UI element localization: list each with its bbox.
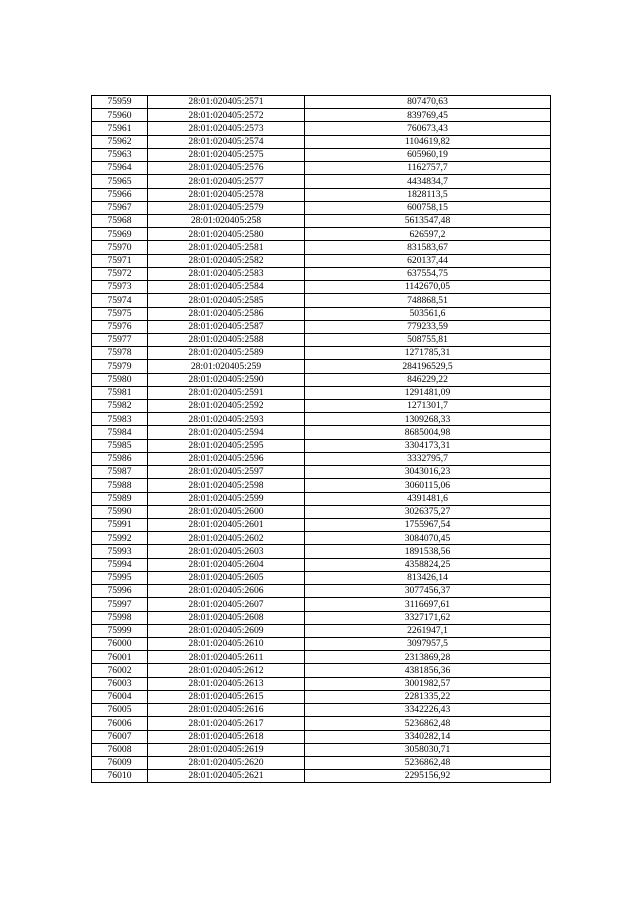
value-cell: 284196529,5 xyxy=(305,360,551,373)
value-cell: 3077456,37 xyxy=(305,585,551,598)
row-number-cell: 76000 xyxy=(92,637,148,650)
row-number-cell: 76007 xyxy=(92,730,148,743)
row-number-cell: 76006 xyxy=(92,717,148,730)
table-row xyxy=(92,558,551,571)
cadastral-number-cell: 28:01:020405:259 xyxy=(148,360,305,373)
value-cell: 626597,2 xyxy=(305,228,551,241)
row-number-cell: 76001 xyxy=(92,651,148,664)
cadastral-number-cell: 28:01:020405:2605 xyxy=(148,571,305,584)
row-number-cell: 75963 xyxy=(92,148,148,161)
cadastral-number-cell: 28:01:020405:2610 xyxy=(148,637,305,650)
table-row xyxy=(92,479,551,492)
row-number-cell: 75972 xyxy=(92,267,148,280)
value-cell: 807470,63 xyxy=(305,96,551,109)
row-number-cell: 75973 xyxy=(92,281,148,294)
table-row xyxy=(92,281,551,294)
cadastral-number-cell: 28:01:020405:2603 xyxy=(148,545,305,558)
value-cell: 760673,43 xyxy=(305,122,551,135)
row-number-cell: 75988 xyxy=(92,479,148,492)
cadastral-number-cell: 28:01:020405:2584 xyxy=(148,281,305,294)
table-row xyxy=(92,743,551,756)
row-number-cell: 75981 xyxy=(92,386,148,399)
row-number-cell: 75990 xyxy=(92,505,148,518)
value-cell: 3026375,27 xyxy=(305,505,551,518)
cadastral-number-cell: 28:01:020405:2573 xyxy=(148,122,305,135)
row-number-cell: 75969 xyxy=(92,228,148,241)
table-row xyxy=(92,770,551,783)
table-row xyxy=(92,228,551,241)
table-row xyxy=(92,532,551,545)
value-cell: 508755,81 xyxy=(305,333,551,346)
cadastral-number-cell: 28:01:020405:2594 xyxy=(148,426,305,439)
table-row xyxy=(92,135,551,148)
cadastral-number-cell: 28:01:020405:2574 xyxy=(148,135,305,148)
cadastral-number-cell: 28:01:020405:2586 xyxy=(148,307,305,320)
table-row xyxy=(92,677,551,690)
table-row xyxy=(92,241,551,254)
cadastral-number-cell: 28:01:020405:2615 xyxy=(148,690,305,703)
value-cell: 5236862,48 xyxy=(305,756,551,769)
table-row xyxy=(92,571,551,584)
row-number-cell: 75979 xyxy=(92,360,148,373)
row-number-cell: 75995 xyxy=(92,571,148,584)
row-number-cell: 75985 xyxy=(92,439,148,452)
cadastral-number-cell: 28:01:020405:2590 xyxy=(148,373,305,386)
value-cell: 1271301,7 xyxy=(305,400,551,413)
table-row xyxy=(92,267,551,280)
row-number-cell: 75965 xyxy=(92,175,148,188)
row-number-cell: 75987 xyxy=(92,466,148,479)
row-number-cell: 76005 xyxy=(92,704,148,717)
row-number-cell: 76009 xyxy=(92,756,148,769)
row-number-cell: 75971 xyxy=(92,254,148,267)
table-row xyxy=(92,254,551,267)
value-cell: 2261947,1 xyxy=(305,624,551,637)
cadastral-number-cell: 28:01:020405:2581 xyxy=(148,241,305,254)
cadastral-number-cell: 28:01:020405:2611 xyxy=(148,651,305,664)
table-row xyxy=(92,307,551,320)
value-cell: 2281335,22 xyxy=(305,690,551,703)
cadastral-number-cell: 28:01:020405:2606 xyxy=(148,585,305,598)
row-number-cell: 75964 xyxy=(92,162,148,175)
row-number-cell: 75984 xyxy=(92,426,148,439)
cadastral-value-table xyxy=(91,95,551,783)
table-row xyxy=(92,333,551,346)
cadastral-number-cell: 28:01:020405:2580 xyxy=(148,228,305,241)
cadastral-number-cell: 28:01:020405:2589 xyxy=(148,347,305,360)
table-row xyxy=(92,585,551,598)
cadastral-number-cell: 28:01:020405:2571 xyxy=(148,96,305,109)
row-number-cell: 75978 xyxy=(92,347,148,360)
table-body xyxy=(92,96,551,783)
value-cell: 4381856,36 xyxy=(305,664,551,677)
table-row xyxy=(92,637,551,650)
cadastral-number-cell: 28:01:020405:2595 xyxy=(148,439,305,452)
value-cell: 831583,67 xyxy=(305,241,551,254)
row-number-cell: 75960 xyxy=(92,109,148,122)
value-cell: 620137,44 xyxy=(305,254,551,267)
value-cell: 3304173,31 xyxy=(305,439,551,452)
cadastral-number-cell: 28:01:020405:2597 xyxy=(148,466,305,479)
row-number-cell: 75983 xyxy=(92,413,148,426)
row-number-cell: 75970 xyxy=(92,241,148,254)
row-number-cell: 75986 xyxy=(92,452,148,465)
value-cell: 1271785,31 xyxy=(305,347,551,360)
cadastral-number-cell: 28:01:020405:2596 xyxy=(148,452,305,465)
cadastral-number-cell: 28:01:020405:2617 xyxy=(148,717,305,730)
table-row xyxy=(92,109,551,122)
value-cell: 5613547,48 xyxy=(305,214,551,227)
value-cell: 1104619,82 xyxy=(305,135,551,148)
cadastral-number-cell: 28:01:020405:2572 xyxy=(148,109,305,122)
row-number-cell: 75991 xyxy=(92,519,148,532)
value-cell: 3340282,14 xyxy=(305,730,551,743)
row-number-cell: 75997 xyxy=(92,598,148,611)
value-cell: 2295156,92 xyxy=(305,770,551,783)
row-number-cell: 75993 xyxy=(92,545,148,558)
table-row xyxy=(92,175,551,188)
table-row xyxy=(92,400,551,413)
table-row xyxy=(92,756,551,769)
table-row xyxy=(92,122,551,135)
row-number-cell: 76003 xyxy=(92,677,148,690)
table-row xyxy=(92,294,551,307)
row-number-cell: 75959 xyxy=(92,96,148,109)
value-cell: 605960,19 xyxy=(305,148,551,161)
row-number-cell: 75968 xyxy=(92,214,148,227)
value-cell: 3116697,61 xyxy=(305,598,551,611)
cadastral-number-cell: 28:01:020405:2582 xyxy=(148,254,305,267)
value-cell: 600758,15 xyxy=(305,201,551,214)
row-number-cell: 75982 xyxy=(92,400,148,413)
table-row xyxy=(92,320,551,333)
value-cell: 1291481,09 xyxy=(305,386,551,399)
cadastral-number-cell: 28:01:020405:2618 xyxy=(148,730,305,743)
value-cell: 1142670,05 xyxy=(305,281,551,294)
table-row xyxy=(92,452,551,465)
row-number-cell: 75975 xyxy=(92,307,148,320)
cadastral-number-cell: 28:01:020405:2609 xyxy=(148,624,305,637)
table-row xyxy=(92,505,551,518)
value-cell: 3043016,23 xyxy=(305,466,551,479)
cadastral-number-cell: 28:01:020405:2578 xyxy=(148,188,305,201)
cadastral-number-cell: 28:01:020405:2591 xyxy=(148,386,305,399)
row-number-cell: 75998 xyxy=(92,611,148,624)
value-cell: 3060115,06 xyxy=(305,479,551,492)
cadastral-number-cell: 28:01:020405:2599 xyxy=(148,492,305,505)
value-cell: 4434834,7 xyxy=(305,175,551,188)
table-row xyxy=(92,717,551,730)
cadastral-number-cell: 28:01:020405:2621 xyxy=(148,770,305,783)
row-number-cell: 76004 xyxy=(92,690,148,703)
value-cell: 2313869,28 xyxy=(305,651,551,664)
cadastral-number-cell: 28:01:020405:2608 xyxy=(148,611,305,624)
cadastral-number-cell: 28:01:020405:2577 xyxy=(148,175,305,188)
cadastral-number-cell: 28:01:020405:2602 xyxy=(148,532,305,545)
value-cell: 3097957,5 xyxy=(305,637,551,650)
table-row xyxy=(92,214,551,227)
cadastral-number-cell: 28:01:020405:2607 xyxy=(148,598,305,611)
row-number-cell: 75992 xyxy=(92,532,148,545)
value-cell: 3342226,43 xyxy=(305,704,551,717)
value-cell: 748868,51 xyxy=(305,294,551,307)
table-row xyxy=(92,466,551,479)
value-cell: 846229,22 xyxy=(305,373,551,386)
table-row xyxy=(92,188,551,201)
cadastral-number-cell: 28:01:020405:2619 xyxy=(148,743,305,756)
table-row xyxy=(92,201,551,214)
cadastral-number-cell: 28:01:020405:2585 xyxy=(148,294,305,307)
cadastral-number-cell: 28:01:020405:2612 xyxy=(148,664,305,677)
value-cell: 5236862,48 xyxy=(305,717,551,730)
value-cell: 1755967,54 xyxy=(305,519,551,532)
table-row xyxy=(92,413,551,426)
cadastral-number-cell: 28:01:020405:2575 xyxy=(148,148,305,161)
cadastral-number-cell: 28:01:020405:2583 xyxy=(148,267,305,280)
value-cell: 839769,45 xyxy=(305,109,551,122)
row-number-cell: 75996 xyxy=(92,585,148,598)
row-number-cell: 76008 xyxy=(92,743,148,756)
value-cell: 4391481,6 xyxy=(305,492,551,505)
row-number-cell: 75966 xyxy=(92,188,148,201)
value-cell: 503561,6 xyxy=(305,307,551,320)
table-row xyxy=(92,664,551,677)
value-cell: 8685004,98 xyxy=(305,426,551,439)
value-cell: 1162757,7 xyxy=(305,162,551,175)
row-number-cell: 75974 xyxy=(92,294,148,307)
table-row xyxy=(92,492,551,505)
row-number-cell: 75962 xyxy=(92,135,148,148)
cadastral-number-cell: 28:01:020405:2598 xyxy=(148,479,305,492)
table-row xyxy=(92,439,551,452)
row-number-cell: 75977 xyxy=(92,333,148,346)
cadastral-number-cell: 28:01:020405:2620 xyxy=(148,756,305,769)
table-row xyxy=(92,519,551,532)
row-number-cell: 75980 xyxy=(92,373,148,386)
cadastral-number-cell: 28:01:020405:2616 xyxy=(148,704,305,717)
table-row xyxy=(92,624,551,637)
table-row xyxy=(92,373,551,386)
cadastral-number-cell: 28:01:020405:2613 xyxy=(148,677,305,690)
table-row xyxy=(92,545,551,558)
value-cell: 779233,59 xyxy=(305,320,551,333)
cadastral-number-cell: 28:01:020405:258 xyxy=(148,214,305,227)
table-row xyxy=(92,162,551,175)
row-number-cell: 76010 xyxy=(92,770,148,783)
table-row xyxy=(92,426,551,439)
value-cell: 637554,75 xyxy=(305,267,551,280)
value-cell: 3058030,71 xyxy=(305,743,551,756)
row-number-cell: 75961 xyxy=(92,122,148,135)
value-cell: 3001982,57 xyxy=(305,677,551,690)
value-cell: 1828113,5 xyxy=(305,188,551,201)
row-number-cell: 76002 xyxy=(92,664,148,677)
value-cell: 813426,14 xyxy=(305,571,551,584)
table-row xyxy=(92,611,551,624)
table-row xyxy=(92,96,551,109)
cadastral-number-cell: 28:01:020405:2588 xyxy=(148,333,305,346)
cadastral-number-cell: 28:01:020405:2593 xyxy=(148,413,305,426)
row-number-cell: 75994 xyxy=(92,558,148,571)
cadastral-number-cell: 28:01:020405:2600 xyxy=(148,505,305,518)
row-number-cell: 75989 xyxy=(92,492,148,505)
cadastral-number-cell: 28:01:020405:2604 xyxy=(148,558,305,571)
row-number-cell: 75976 xyxy=(92,320,148,333)
value-cell: 4358824,25 xyxy=(305,558,551,571)
value-cell: 3084070,45 xyxy=(305,532,551,545)
cadastral-number-cell: 28:01:020405:2579 xyxy=(148,201,305,214)
table-row xyxy=(92,690,551,703)
value-cell: 1309268,33 xyxy=(305,413,551,426)
table-row xyxy=(92,347,551,360)
table-row xyxy=(92,386,551,399)
cadastral-number-cell: 28:01:020405:2592 xyxy=(148,400,305,413)
row-number-cell: 75967 xyxy=(92,201,148,214)
cadastral-number-cell: 28:01:020405:2601 xyxy=(148,519,305,532)
cadastral-number-cell: 28:01:020405:2587 xyxy=(148,320,305,333)
table-row xyxy=(92,598,551,611)
table-row xyxy=(92,360,551,373)
value-cell: 3332795,7 xyxy=(305,452,551,465)
table-row xyxy=(92,704,551,717)
value-cell: 3327171,62 xyxy=(305,611,551,624)
table-row xyxy=(92,730,551,743)
table-row xyxy=(92,651,551,664)
table-row xyxy=(92,148,551,161)
cadastral-number-cell: 28:01:020405:2576 xyxy=(148,162,305,175)
value-cell: 1891538,56 xyxy=(305,545,551,558)
row-number-cell: 75999 xyxy=(92,624,148,637)
